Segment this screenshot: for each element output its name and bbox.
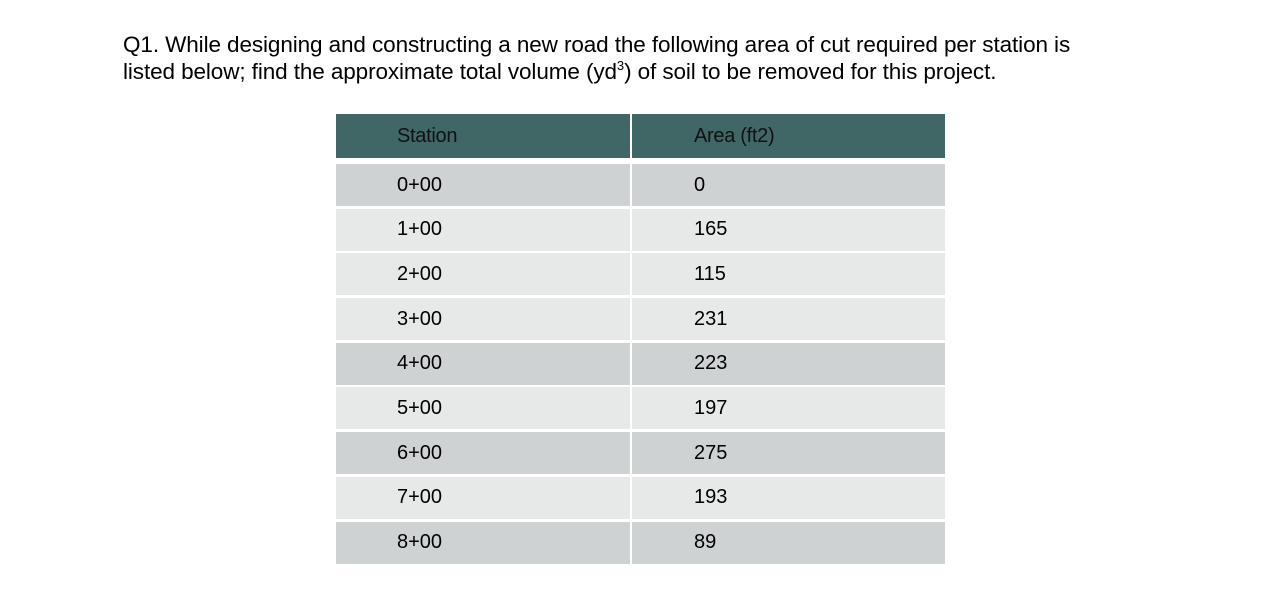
question-line-2-start: listed below; find the approximate total volume (yd — [123, 59, 617, 84]
table-row — [336, 164, 945, 206]
table-row — [336, 432, 945, 474]
station-cell: 3+00 — [336, 298, 630, 340]
table-row — [336, 298, 945, 340]
station-cell: 1+00 — [336, 209, 630, 251]
table-row — [336, 253, 945, 295]
question-line-2 — [123, 58, 1243, 85]
table-row — [336, 209, 945, 251]
area-cell: 89 — [632, 522, 945, 564]
area-cell: 197 — [632, 387, 945, 429]
question-text — [123, 31, 1243, 85]
station-cell: 5+00 — [336, 387, 630, 429]
question-line-2-end: ) of soil to be removed for this project. — [624, 59, 997, 84]
table-row — [336, 522, 945, 564]
station-cell: 0+00 — [336, 164, 630, 206]
area-cell: 0 — [632, 164, 945, 206]
area-cell: 165 — [632, 209, 945, 251]
area-cell: 193 — [632, 477, 945, 519]
table-row — [336, 343, 945, 385]
table-header-row — [336, 114, 945, 158]
area-cell: 275 — [632, 432, 945, 474]
station-area-table — [336, 114, 945, 566]
station-cell: 2+00 — [336, 253, 630, 295]
station-cell: 4+00 — [336, 343, 630, 385]
area-cell: 223 — [632, 343, 945, 385]
header-area: Area (ft2) — [632, 114, 945, 158]
cubic-superscript: 3 — [616, 57, 625, 73]
area-cell: 115 — [632, 253, 945, 295]
station-cell: 8+00 — [336, 522, 630, 564]
table-row — [336, 477, 945, 519]
header-station: Station — [336, 114, 630, 158]
table-row — [336, 387, 945, 429]
station-cell: 7+00 — [336, 477, 630, 519]
question-line-1: Q1. While designing and constructing a new road the following area of cut required per station is — [123, 32, 1071, 57]
area-cell: 231 — [632, 298, 945, 340]
station-cell: 6+00 — [336, 432, 630, 474]
